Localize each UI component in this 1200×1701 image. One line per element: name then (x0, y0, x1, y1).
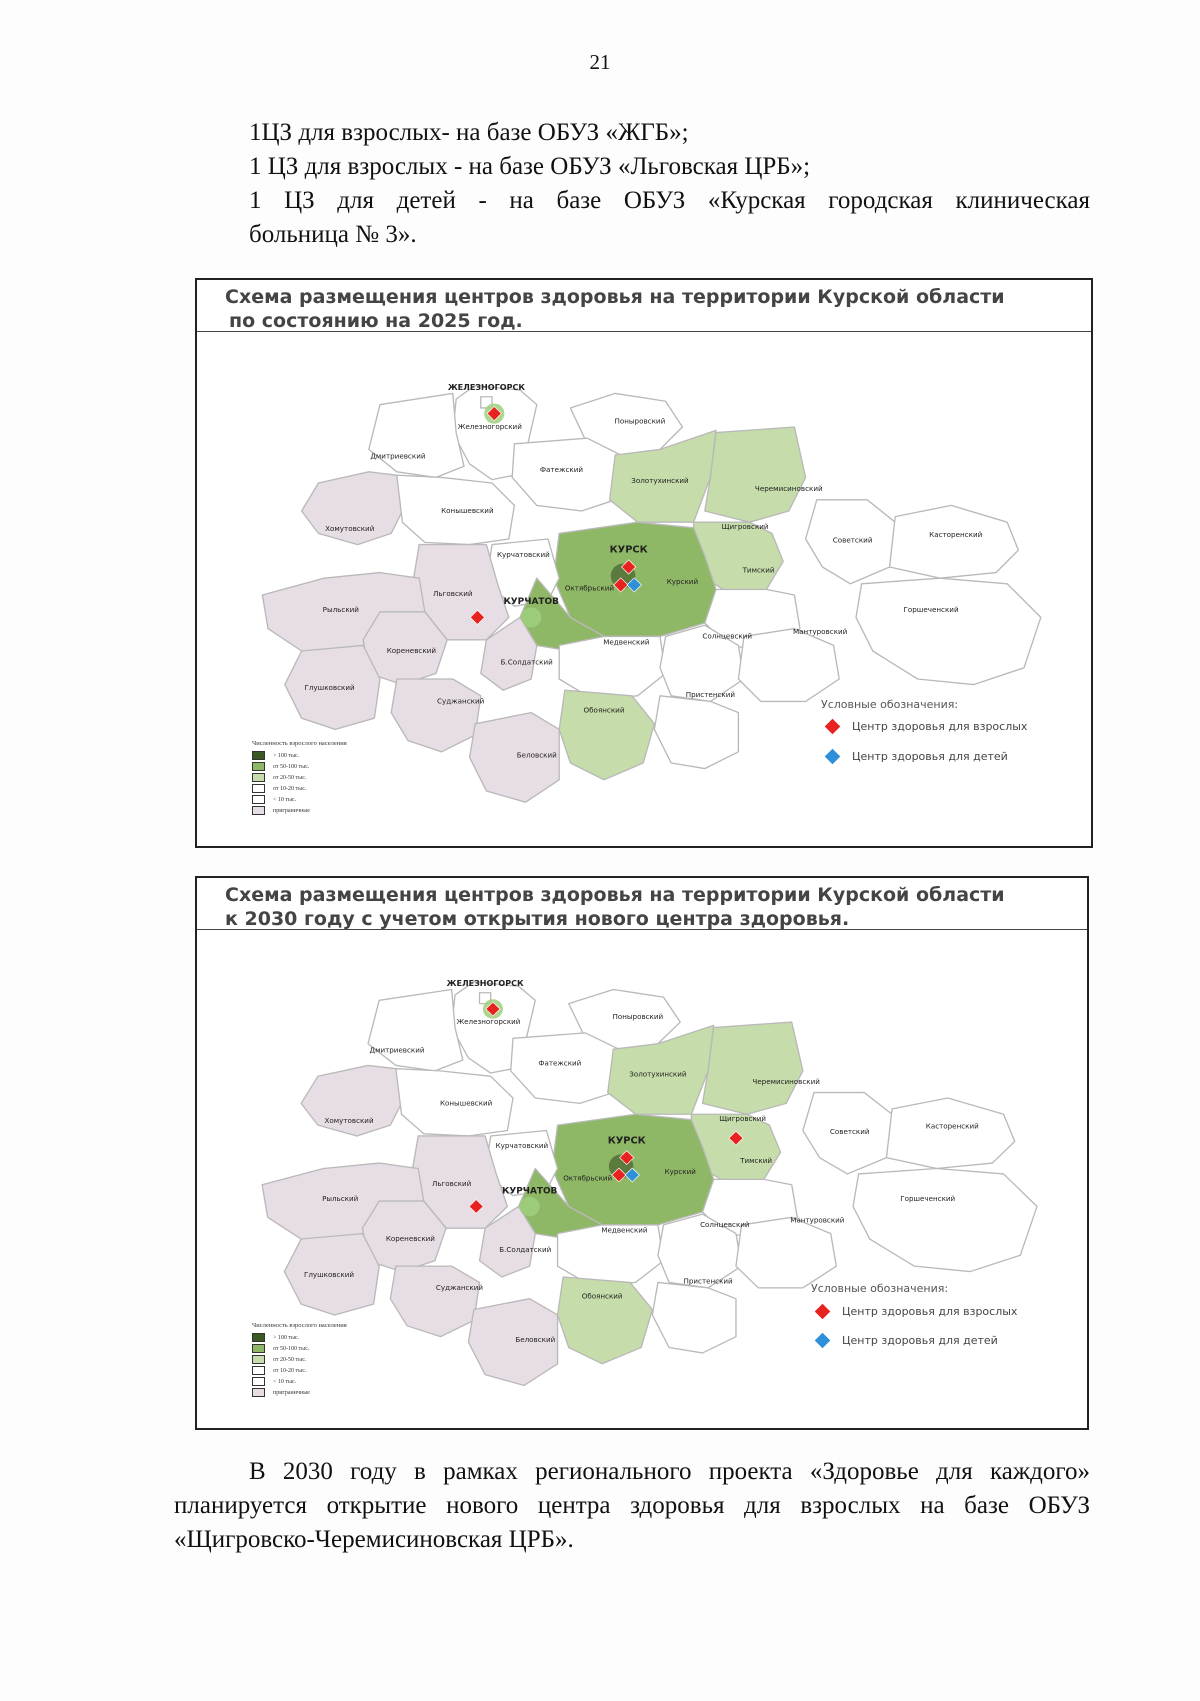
map-title-line-2: по состоянию на 2025 год. (229, 310, 523, 332)
district-label-medvensky: Медвенский (603, 637, 650, 647)
population-legend (252, 740, 347, 816)
population-legend-label: от 20-50 тыс. (273, 774, 307, 781)
district-label-konyshevsky: Конышевский (441, 506, 494, 516)
map-figure-2025 (195, 278, 1093, 848)
population-legend-row (252, 761, 347, 772)
district-label-cheremisinovsky: Черемисиновский (754, 483, 823, 493)
outro-paragraph (174, 1455, 1090, 1557)
population-legend-label: приграничные (273, 1389, 310, 1396)
population-legend-row (252, 1365, 347, 1376)
map-title (197, 280, 1091, 332)
swatch (252, 1377, 265, 1386)
intro-line-2: 1 ЦЗ для взрослых - на базе ОБУЗ «Льговская ЦРБ»; (249, 153, 811, 180)
population-legend-row (252, 772, 347, 783)
map-title (197, 878, 1087, 930)
district-khomutovsky (301, 1065, 407, 1136)
district-label-oktyabrsky: Октябрьский (563, 1173, 613, 1183)
outro-line-3: «Щигровско-Черемисиновская ЦРБ». (174, 1526, 574, 1553)
intro-line-1: 1ЦЗ для взрослых- на базе ОБУЗ «ЖГБ»; (249, 119, 689, 146)
legend-adult-center (827, 720, 1027, 733)
district-label-pristensky: Пристенский (683, 1276, 733, 1286)
outro-line-2: планируется открытие нового центра здоровья для взрослых на базе ОБУЗ (174, 1492, 1090, 1519)
population-legend-row (252, 1332, 347, 1343)
district-label-fatezhsky: Фатежский (539, 464, 584, 474)
district-label-korenevsky: Кореневский (385, 1234, 435, 1244)
population-legend-label: от 20-50 тыс. (273, 1356, 307, 1363)
district-dmitrievsky (368, 990, 463, 1071)
district-kastorensky (886, 1098, 1014, 1169)
district-label-ponyrovsky: Поныровский (612, 1011, 664, 1021)
district-label-zheleznogorsk-city: ЖЕЛЕЗНОГОРСК (447, 383, 525, 393)
district-label-zolotukhinsky: Золотухинский (631, 476, 689, 485)
district-gorshechensky (856, 578, 1041, 684)
district-label-dmitrievsky: Дмитриевский (369, 1045, 425, 1055)
district-fatezhsky (512, 438, 621, 511)
blue-diamond-icon (815, 1333, 831, 1349)
district-label-ponyrovsky: Поныровский (614, 416, 666, 426)
district-label-konyshevsky: Конышевский (439, 1098, 493, 1108)
page-number: 21 (589, 50, 611, 74)
red-diamond-icon (815, 1304, 831, 1320)
district-label-zheleznogorsky: Железногорский (457, 422, 522, 432)
swatch (252, 751, 265, 760)
district-pristensky (654, 696, 738, 769)
district-label-kurchatovsky: Курчатовский (495, 1140, 549, 1150)
swatch (252, 806, 265, 815)
district-label-b-soldatsky: Б.Солдатский (500, 657, 553, 667)
district-label-b-soldatsky: Б.Солдатский (499, 1245, 552, 1255)
population-legend-label: от 50-100 тыс. (273, 763, 310, 770)
population-legend-label: > 100 тыс. (273, 752, 300, 759)
population-legend-row (252, 1376, 347, 1387)
population-legend-label: от 50-100 тыс. (273, 1345, 310, 1352)
district-label-kursk-city: КУРСК (607, 1135, 646, 1147)
district-khomutovsky (302, 472, 408, 545)
district-label-zolotukhinsky: Золотухинский (629, 1069, 687, 1079)
district-label-gorshechensky: Горшеченский (903, 604, 959, 614)
legend-title: Условные обозначения: (821, 698, 959, 711)
map-title-line-1: Схема размещения центров здоровья на территории Курской области (225, 286, 1005, 308)
district-label-rylsky: Рыльский (322, 604, 359, 614)
district-label-kursky: Курский (666, 576, 699, 586)
district-label-kurchatov-city: КУРЧАТОВ (502, 1186, 558, 1197)
district-label-gorshechensky: Горшеченский (900, 1194, 956, 1204)
district-label-medvensky: Медвенский (601, 1225, 648, 1235)
district-label-timsky: Тимский (742, 565, 775, 575)
district-label-kastorensky: Касторенский (929, 529, 983, 539)
city-circle (520, 1197, 540, 1217)
population-legend-row (252, 1387, 347, 1398)
district-label-zheleznogorsk-city: ЖЕЛЕЗНОГОРСК (446, 979, 524, 989)
district-label-belovsky: Беловский (515, 1335, 556, 1345)
population-legend-label: < 10 тыс. (273, 1378, 297, 1385)
district-label-korenevsky: Кореневский (386, 646, 436, 656)
district-label-kurchatovsky: Курчатовский (496, 549, 550, 559)
population-legend-label: от 10-20 тыс. (273, 1367, 307, 1374)
district-label-glushkovsky: Глушковский (304, 1270, 355, 1279)
population-legend-label: приграничные (273, 807, 310, 814)
district-label-lgovsky: Льговский (433, 589, 473, 599)
outro-line-1: В 2030 году в рамках регионального проекта «Здоровье для каждого» (249, 1458, 1090, 1485)
district-label-kursk-city: КУРСК (609, 544, 648, 556)
district-cheremisinovsky (703, 1022, 803, 1114)
legend-adult-label: Центр здоровья для взрослых (852, 720, 1028, 733)
map-layer (262, 383, 1040, 802)
swatch (252, 762, 265, 771)
district-fatezhsky (511, 1033, 619, 1104)
district-label-sudzhansky: Суджанский (435, 1283, 483, 1292)
district-label-khomutovsky: Хомутовский (325, 524, 375, 534)
district-label-dmitrievsky: Дмитриевский (370, 451, 426, 461)
swatch (252, 1333, 265, 1342)
district-label-belovsky: Беловский (516, 750, 557, 760)
district-label-oboyansky: Обоянский (583, 705, 625, 715)
intro-line-4: больница № 3». (249, 221, 417, 248)
legend-child-center (817, 1334, 998, 1347)
district-label-pristensky: Пристенский (685, 689, 736, 699)
district-label-sudzhansky: Суджанский (437, 696, 485, 706)
district-kastorensky (890, 505, 1019, 578)
district-manturovsky (736, 1217, 836, 1288)
district-label-oboyansky: Обоянский (581, 1291, 623, 1301)
district-label-oktyabrsky: Октябрьский (564, 583, 615, 593)
district-gorshechensky (853, 1169, 1037, 1272)
population-legend-row (252, 1343, 347, 1354)
population-legend-label: от 10-20 тыс. (273, 785, 307, 792)
population-legend-title: Численность взрослого населения (252, 740, 347, 747)
district-cheremisinovsky (705, 427, 806, 522)
red-diamond-icon (825, 719, 841, 735)
district-sudzhansky (391, 679, 481, 752)
district-label-khomutovsky: Хомутовский (324, 1116, 374, 1125)
district-label-zheleznogorsky: Железногорский (456, 1017, 521, 1027)
district-label-solntsevsky: Солнцевский (700, 1220, 750, 1230)
district-label-timsky: Тимский (740, 1156, 772, 1166)
map-title-line-1: Схема размещения центров здоровья на территории Курской области (225, 884, 1005, 906)
swatch (252, 773, 265, 782)
swatch (252, 795, 265, 804)
legend-child-label: Центр здоровья для детей (852, 750, 1008, 763)
district-label-shchigrovsky: Щигровский (719, 1113, 767, 1123)
district-sudzhansky (390, 1266, 479, 1337)
swatch (252, 1344, 265, 1353)
district-manturovsky (738, 629, 839, 702)
district-label-manturovsky: Мантуровский (792, 627, 848, 637)
population-legend-label: < 10 тыс. (273, 796, 297, 803)
district-label-lgovsky: Льговский (431, 1178, 472, 1188)
legend-adult-label: Центр здоровья для взрослых (842, 1305, 1018, 1318)
district-oboyansky (558, 1277, 653, 1364)
district-label-kursky: Курский (664, 1167, 696, 1176)
city-circle (521, 607, 541, 627)
legend-child-center (827, 750, 1008, 763)
population-legend-row (252, 783, 347, 794)
blue-diamond-icon (825, 749, 841, 765)
population-legend-row (252, 1354, 347, 1365)
legend-title: Условные обозначения: (811, 1282, 949, 1295)
swatch (252, 1366, 265, 1375)
swatch (252, 784, 265, 793)
population-legend-row (252, 805, 347, 816)
intro-paragraph (174, 116, 1090, 252)
population-legend (252, 1322, 347, 1398)
population-legend-row (252, 794, 347, 805)
district-oboyansky (559, 690, 654, 780)
map-title-line-2: к 2030 году с учетом открытия нового центра здоровья. (225, 908, 850, 930)
district-label-glushkovsky: Глушковский (304, 683, 355, 693)
population-legend-row (252, 750, 347, 761)
district-label-solntsevsky: Солнцевский (702, 631, 753, 641)
district-label-kastorensky: Касторенский (925, 1121, 979, 1131)
map-figure-2030 (195, 876, 1089, 1430)
district-label-shchigrovsky: Щигровский (721, 521, 769, 531)
district-dmitrievsky (369, 393, 464, 477)
swatch (252, 1388, 265, 1397)
intro-line-3: 1 ЦЗ для детей - на базе ОБУЗ «Курская городская клиническая (249, 187, 1090, 214)
district-label-fatezhsky: Фатежский (538, 1058, 582, 1068)
population-legend-title: Численность взрослого населения (252, 1322, 347, 1329)
district-pristensky (652, 1282, 736, 1353)
district-label-manturovsky: Мантуровский (790, 1215, 845, 1225)
district-label-rylsky: Рыльский (322, 1194, 359, 1204)
district-label-cheremisinovsky: Черемисиновский (752, 1076, 820, 1086)
legend-child-label: Центр здоровья для детей (842, 1334, 998, 1347)
legend-adult-center (817, 1305, 1017, 1318)
district-label-sovetsky: Советский (829, 1126, 870, 1136)
swatch (252, 1355, 265, 1364)
district-label-sovetsky: Советский (832, 535, 873, 545)
map-layer (262, 979, 1037, 1385)
population-legend-label: > 100 тыс. (273, 1334, 300, 1341)
district-label-kurchatov-city: КУРЧАТОВ (503, 596, 559, 607)
